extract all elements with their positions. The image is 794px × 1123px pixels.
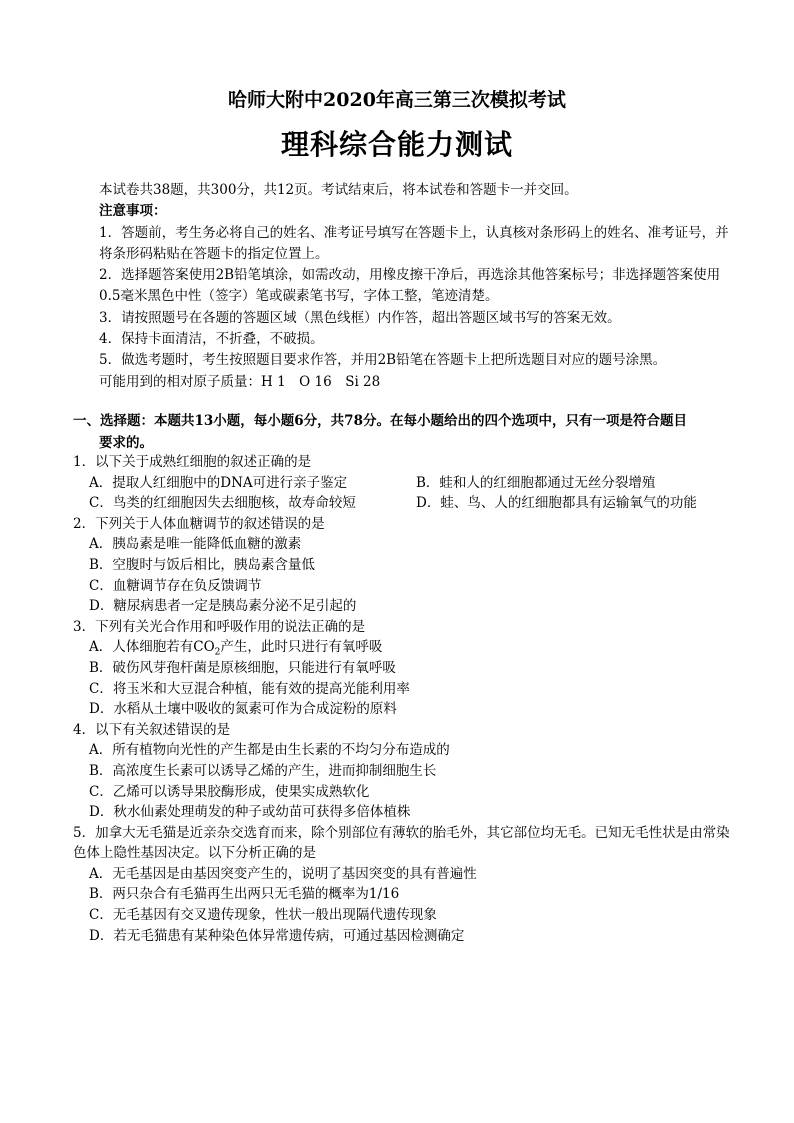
option-c: C．鸟类的红细胞因失去细胞核，故寿命较短 <box>89 495 356 512</box>
option-b: B．破伤风芽孢杆菌是原核细胞，只能进行有氧呼吸 <box>89 659 396 676</box>
option-row <box>73 473 733 494</box>
option-c: C．将玉米和大豆混合种植，能有效的提高光能利用率 <box>89 680 410 697</box>
notes-heading: 注意事项： <box>99 203 167 220</box>
subscript: 2 <box>214 648 221 659</box>
option-d: D．水稻从土壤中吸收的氮素可作为合成淀粉的原料 <box>89 701 397 718</box>
option-a <box>73 637 733 658</box>
note-item: 5．做选考题时，考生按照题目要求作答，并用2B铅笔在答题卡上把所选题目对应的题号涂黑。 <box>99 352 667 369</box>
option-d: D．若无毛猫患有某种染色体异常遗传病，可通过基因检测确定 <box>89 927 465 944</box>
option-a: A．胰岛素是唯一能降低血糖的激素 <box>89 536 302 553</box>
option-b: B．蛙和人的红细胞都通过无丝分裂增殖 <box>416 474 656 491</box>
option-c: C．乙烯可以诱导果胶酶形成，使果实成熟软化 <box>89 783 370 800</box>
option-a: A．所有植物向光性的产生都是由生长素的不均匀分布造成的 <box>89 742 450 759</box>
option-c: C．血糖调节存在负反馈调节 <box>89 577 262 594</box>
question-stem: 5．加拿大无毛猫是近亲杂交选育而来，除个别部位有薄软的胎毛外，其它部位均无毛。已知无毛性状是由常染色体上隐性基因决定。以下分析正确的是 <box>73 824 730 862</box>
option-a: A．提取人红细胞中的DNA可进行亲子鉴定 <box>89 474 348 491</box>
note-item: 1．答题前，考生务必将自己的姓名、准考证号填写在答题卡上，认真核对条形码上的姓名、准考证号，并将条形码粘贴在答题卡的指定位置上。 <box>99 224 729 262</box>
note-item: 4．保持卡面清洁，不折叠，不破损。 <box>99 331 324 348</box>
option-d: D．糖尿病患者一定是胰岛素分泌不足引起的 <box>89 598 357 615</box>
exam-overview: 本试卷共38题，共300分，共12页。考试结束后，将本试卷和答题卡一并交回。 <box>99 182 578 198</box>
section-heading <box>73 411 733 454</box>
option-a-text-post: 产生，此时只进行有氧呼吸 <box>220 639 383 656</box>
question-stem: 3．下列有关光合作用和呼吸作用的说法正确的是 <box>73 618 366 635</box>
question-stem: 2．下列关于人体血糖调节的叙述错误的是 <box>73 515 325 532</box>
option-row <box>73 493 733 514</box>
question-list <box>73 452 733 946</box>
exam-subject-title: 理科综合能力测试 <box>280 128 513 161</box>
option-b: B．两只杂合有毛猫再生出两只无毛猫的概率为1/16 <box>89 886 400 903</box>
option-c: C．无毛基因有交叉遗传现象，性状一般出现隔代遗传现象 <box>89 907 437 924</box>
note-item: 3．请按照题号在各题的答题区域（黑色线框）内作答，超出答题区域书写的答案无效。 <box>99 309 621 326</box>
note-item: 2．选择题答案使用2B铅笔填涂，如需改动，用橡皮擦干净后，再选涂其他答案标号；非选择题答案使用0.5毫米黑色中性（签字）笔或碳素笔书写，字体工整，笔迹清楚。 <box>99 267 721 305</box>
option-b: B．高浓度生长素可以诱导乙烯的产生，进而抑制细胞生长 <box>89 762 437 779</box>
option-d: D．蛙、鸟、人的红细胞都具有运输氧气的功能 <box>416 495 697 512</box>
option-d: D．秋水仙素处理萌发的种子或幼苗可获得多倍体植株 <box>89 804 411 821</box>
option-b: B．空腹时与饭后相比，胰岛素含量低 <box>89 556 315 573</box>
exam-instructions <box>99 180 739 393</box>
school-exam-title: 哈师大附中2020年高三第三次模拟考试 <box>228 89 566 111</box>
question-stem: 1．以下关于成熟红细胞的叙述正确的是 <box>73 454 312 470</box>
option-a: A．无毛基因是由基因突变产生的，说明了基因突变的具有普遍性 <box>89 865 477 882</box>
question-stem: 4．以下有关叙述错误的是 <box>73 721 231 738</box>
section-heading-line: 要求的。 <box>99 434 153 451</box>
atomic-masses: 可能用到的相对原子质量：H 1 O 16 Si 28 <box>99 373 381 390</box>
section-heading-line: 一、选择题：本题共13小题，每小题6分，共78分。在每小题给出的四个选项中，只有一项是符合题目 <box>73 413 687 429</box>
option-a-text-pre: A．人体细胞若有CO <box>89 639 215 656</box>
